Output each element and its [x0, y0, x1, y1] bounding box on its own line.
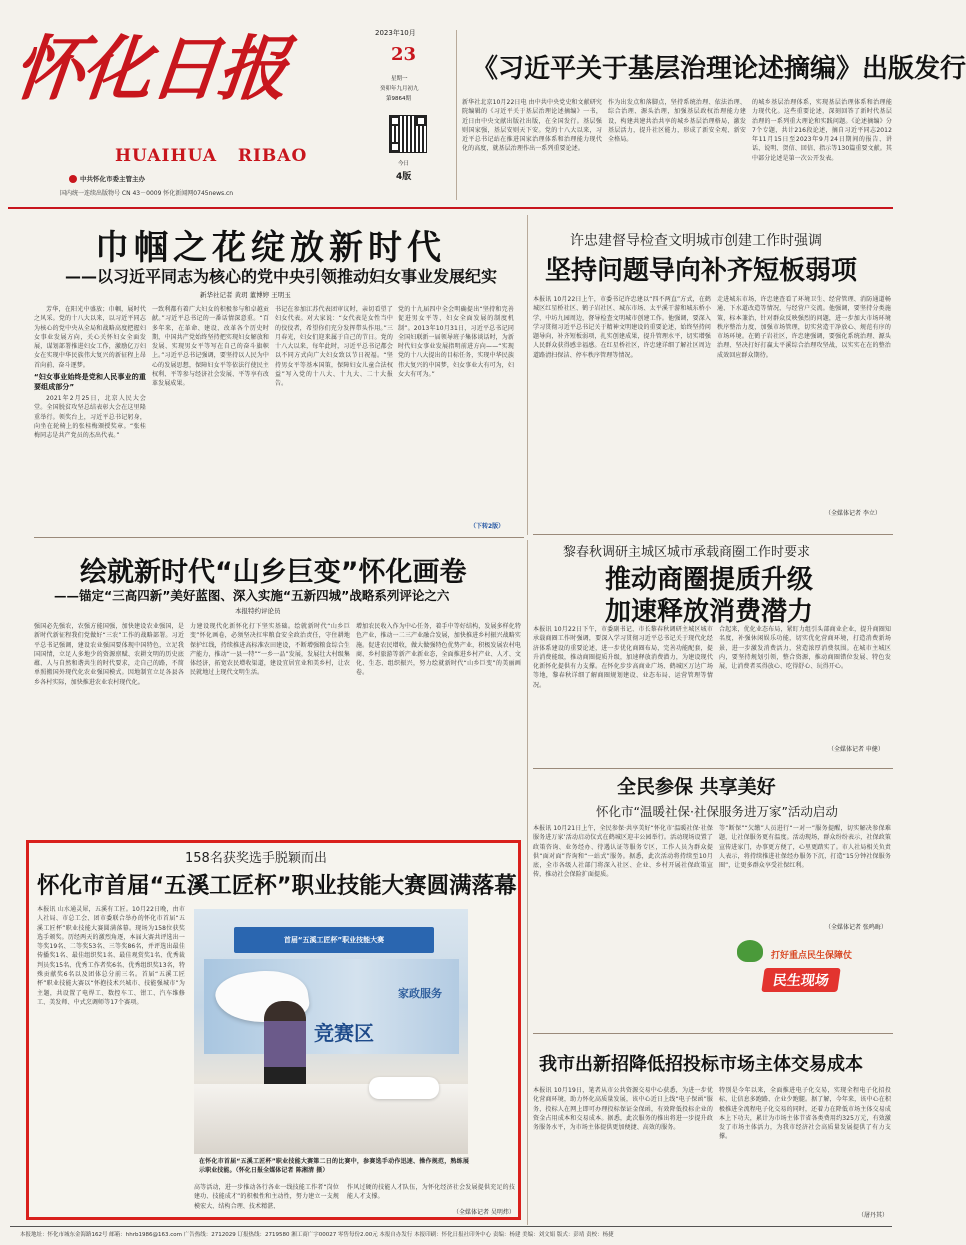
skills-kicker: 158名获奖选手脱颖而出: [185, 851, 327, 866]
top-story-col2: 作为出发点和落脚点，坚持系统治理、依法治理、综合治理、源头治理，加强基层政权治理能力建设，构建共建共治共享的城乡基层治理格局，激发基层活力，提升社区能力，形成了新安全观、新安全格局。: [608, 99, 746, 144]
shanxiang-headline[interactable]: 绘就新时代“山乡巨变”怀化画卷: [80, 557, 467, 588]
top-story-headline[interactable]: 《习近平关于基层治理论述摘编》出版发行: [472, 54, 966, 84]
shangquan-headline-2[interactable]: 加速释放消费潜力: [605, 597, 814, 627]
skills-photo[interactable]: [194, 909, 468, 1154]
qr-code[interactable]: [390, 116, 426, 152]
photo-sign-text: 竞赛区: [314, 1021, 374, 1045]
zhaobiao-story: [533, 1040, 893, 1225]
page-count: 4版: [396, 172, 412, 182]
photo-banner: [234, 927, 434, 953]
skills-contest-story: [26, 840, 521, 1220]
shebao-story: [533, 772, 893, 1032]
date-day: 23: [391, 44, 417, 65]
zhaobiao-headline[interactable]: 我市出新招降低招投标市场主体交易成本: [539, 1054, 863, 1075]
top-story-col1: 新华社北京10月22日电 由中共中央党史和文献研究院编辑的《习近平关于基层治理论述摘编》一书，近日由中央文献出版社出版，在全国发行。基层强则国家强，基层安则天下安。党的十八大以来，习近平总书记站在推进国家治理体系和治理能力现代化的高度，就基层治理作出一系列重要论述。: [462, 99, 602, 153]
women-subhead: ——以习近平同志为核心的党中央引领推动妇女事业发展纪实: [65, 267, 498, 286]
shanxiang-subhead: ——锚定“三高四新”美好蓝图、深入实施“五新四城”战略系列评论之六: [54, 588, 450, 603]
date-year-month: 2023年10月: [375, 29, 416, 37]
women-byline: 新华社记者 黄玥 董博婷 王明玉: [200, 291, 291, 299]
hand-heart-icon: [737, 940, 763, 962]
women-story: [0, 210, 525, 535]
masthead-title: 怀化日报: [9, 27, 291, 110]
photo-caption: 在怀化市首届“五溪工匠杯”职业技能大赛第二日的比赛中，参赛选手动作迅速、操作规范，熟练展示职业技能。（怀化日报全媒体记者 陈湘清 摄）: [199, 1158, 469, 1174]
xu-col2: 走进城东市场，许忠建查看了环境卫生、经营管理、消防通道畅通、下水道改造等情况，与经营户交流。他强调，要坚持分类施策，标本兼治，针对群众反映强烈的问题，进一步加大市场环境秩序整治力度，加强市场管理，切实营造干净放心、规范有序的市场环境。在鹤子岩社区，许忠建强调，要强化系统治理、源头治理、坚决打好打赢太平溪综合治理攻坚战，以实实在在的整治成效回应群众期待。: [717, 296, 891, 359]
shangquan-headline-1[interactable]: 推动商圈提质升级: [605, 565, 814, 595]
xu-kicker: 许忠建督导检查文明城市创建工作时强调: [570, 233, 822, 249]
xu-headline[interactable]: 坚持问题导向补齐短板弱项: [545, 256, 858, 286]
zhaobiao-signature: （屠丹其）: [858, 1212, 889, 1219]
date-box: [353, 24, 455, 204]
skills-headline[interactable]: 怀化市首届“五溪工匠杯”职业技能大赛圆满落幕: [37, 873, 517, 899]
skills-bottom-col1: 高等活动，进一步推动各行各业一线技能工作者“岗位建功、技能成才”的积极性和主动性，努力建立一支规模宏大、结构合理、技术精湛、: [194, 1184, 339, 1210]
badge-tagline: 打好重点民生保障仗: [771, 951, 853, 961]
photo-pillow: [369, 1077, 439, 1099]
shanxiang-story: [30, 540, 525, 840]
photo-banner-text: 首届“五溪工匠杯”职业技能大赛: [283, 936, 385, 944]
shanxiang-col3: 增加农民收入作为中心任务，着手中等好结构，发展多样化特色产业，推动一二三产业融合发展，加快推进乡村振兴战略实施。促进农民增收，做大做强特色优势产业，积极发展农村电商、乡村旅游等新产业新业态，全面推进乡村产业、人才、文化、生态、组织振兴，努力绘就新时代“山乡巨变”的美丽画卷。: [356, 623, 521, 677]
shanxiang-byline: 本报特约评论员: [235, 607, 281, 615]
shebao-signature: （全媒体记者 张鸣晦）: [825, 924, 887, 931]
top-story-col3: 的城乡基层治理体系，实现基层治理体系和治理能力现代化。这些重要论述，深刻回答了新时代基层治理的一系列重大理论和实践问题。《论述摘编》分7个专题，共计216段论述，摘自习近平同志2012年11月15日至2023年9月24日期间的报告、讲话、说明、贺信、回信、指示等130篇重要文献。其中部分论述是第一次公开发表。: [752, 99, 892, 162]
badge-title: 民生现场: [761, 968, 840, 992]
xu-col1: 本报讯 10月22日上午，市委书记许忠建以“四不两直”方式，在鹤城区红星桥社区、鹤子岩社区、城东市场、太平溪干游和城东桥小学、中坊九园周边，督导检查文明城市创建工作。他强调，要深入学习贯彻习近平总书记关于精神文明建设的重要论述，始终坚持问题导向，补齐短板弱项，扎实创建成果，提升管理水平，切实增强人民群众获得感幸福感。在红星桥社区，许忠建详细了解社区周边道路清扫保洁、停车秩序管理等情况。: [533, 296, 711, 359]
zhaobiao-col2: 特别是今年以来，全面推进电子化交易，实现全程电子化招投标，让信息多跑路、企业少跑腿。据了解，今年来，该中心在积极推进全流程电子化交易的同时，还着力在降低市场主体交易成本上下功夫，累计为市场主体节省各类费用约325万元，有效激发了市场主体活力，为我市经济社会高质量发展提供了有力支撑。: [719, 1087, 891, 1141]
minsheng-badge[interactable]: [733, 938, 891, 1010]
shebao-col1: 本报讯 10月21日上午，全民参保·共享美好“怀化市‘温暖社保·社保服务进万家’活动启动仪式在鹤城区迎丰公园举行。活动现场设置了政策咨询、业务经办、待遇认证等服务专区，工作人员为群众提供“面对面”咨询和“一站式”服务。据悉，此次活动将持续至10月底，全市各级人社部门将深入社区、企业、乡村开展社保政策宣传，推动社会保险扩面提质。: [533, 825, 713, 879]
women-headline[interactable]: 巾帼之花绽放新时代: [95, 228, 446, 268]
shebao-col2: 等“断保”“欠缴”人员进行“一对一”服务提醒，切实解决参保难题，让社保服务更有温度。活动现场，群众纷纷表示，社保政策宣传进家门，办事更方便了，心里更踏实了。市人社局相关负责人表示，将持续推进社保经办服务下沉，打造“15分钟社保服务圈”，让更多群众享受社保红利。: [719, 825, 891, 870]
date-lunar: 癸卯年九月初九: [380, 86, 419, 92]
shanxiang-col1: 强国必先强农，农强方能国强，加快建设农业强国，是新时代新征程我们党做好“三农”工作的战略部署。习近平总书记强调，建设农业强国要体现中国特色，立足我国国情，立足人多地少的资源禀赋、农耕文明的历史底蕴、人与自然和谐共生的时代要求，走自己的路，不简单照搬国外现代化农业强国模式。因地制宜立足各县各乡各村实际，加快推进农业农村现代化。: [34, 623, 184, 686]
women-col1-text-b: 2021年2月25日，北京人民大会堂。全国脱贫攻坚总结表彰大会在这里隆重举行。领奖台上，习近平总书记躬身，向坐在轮椅上的张桂梅颁授奖章。“张桂梅同志是共产党员的杰出代表。”: [34, 395, 146, 440]
xu-story: [533, 210, 893, 532]
skills-bottom-col2: 作风过硬的技能人才队伍，为怀化经济社会发展提供充足的技能人才支撑。: [347, 1184, 515, 1201]
women-jump-link[interactable]: （下转2版）: [470, 523, 505, 530]
women-col1-sub: “妇女事业始终是党和人民事业的重要组成部分”: [34, 373, 146, 392]
masthead-cn: 国内统一连续出版物号 CN 43－0009 怀化新闻网0745news.cn: [60, 190, 234, 197]
masthead-pinyin: HUAIHUA RIBAO: [115, 146, 308, 166]
shangquan-col2: 合起来，优化业态布局，紧盯力组引头部商业企业，提升商圈知名度，补强休闲娱乐功能，切实优化营商环境，打造消费新场景，进一步激发消费活力，营造浓厚消费氛围。在城市主城区内，要坚持规划引领，整合资源，推动商圈错位发展、特色发展，让消费者买得放心、吃得舒心、玩得开心。: [719, 626, 891, 671]
footer: 本报地址：怀化市城东金海路162号 邮箱：hhrb1986@163.com 广告热线：2712029 订报热线：2719580 湘工商广字00027 零售每份2.00元 本报自办发行 本报印刷：怀化日报社印务中心 责编：杨建 美编：刘文娟 版式：彭靖 责校：杨捷: [20, 1232, 614, 1238]
shangquan-kicker: 黎春秋调研主城区城市承载商圈工作时要求: [563, 545, 811, 560]
xu-signature: （全媒体记者 李立）: [825, 510, 881, 517]
women-col4: 党的十九届四中全会明确提出“坚持和完善促进男女平等、妇女全面发展的制度机制”。2013年10月31日，习近平总书记同全国妇联新一届领导班子集体谈话时，为新时代妇女事业发展指明前进方向——“实现党的十八大提出的目标任务，实现中华民族伟大复兴的中国梦，妇女事业大有可为，妇女大有可为。”: [398, 306, 514, 379]
shangquan-signature: （全媒体记者 申健）: [828, 746, 884, 753]
date-weekday: 星期一: [391, 76, 408, 82]
shebao-headline[interactable]: 全民参保 共享美好: [617, 776, 776, 798]
zhaobiao-col1: 本报讯 10月19日，笔者从市公共资源交易中心获悉，为进一步优化营商环境，助力怀化高质量发展，该中心近日上线“电子保函”服务，投标人在网上即可办理投标保证金保函，有效降低投标企业的资金占用成本和交易成本。据悉，此次服务的推出将进一步提升政务服务水平，为市场主体提供更加便捷、高效的服务。: [533, 1087, 713, 1132]
party-logo-icon: [69, 175, 77, 183]
shangquan-story: [533, 537, 893, 767]
shangquan-col1: 本报讯 10月22日下午，市委副书记、市长黎春秋调研主城区城市承载商圈工作时强调，要深入学习贯彻习近平总书记关于现代化经济体系建设的重要论述，进一步优化商圈布局，完善功能配套，提升消费能级，推动商圈提质升级，加速释放消费潜力，为建设现代化新怀化提供有力支撑。在怀化步步高商业广场、鹤城区万达广场等地，黎春秋详细了解商圈规划建设、业态布局、运营管理等情况。: [533, 626, 713, 689]
women-col3: 书记在参加江苏代表团审议时，亲切看望了妇女代表。对大家说：“女代表是女性当中的佼佼者，希望你们充分发挥带头作用。”三月春光，妇女们迎来属于自己的节日。党的十八大以来，每年此时，习近平总书记都会以不同方式向广大妇女致以节日祝福。“坚持男女平等基本国策，保障妇女儿童合法权益”写入党的十八大、十九大、二十大报告。: [275, 306, 393, 388]
shebao-kicker: 怀化市“温暖社保·社保服务进万家”活动启动: [596, 804, 838, 819]
today-label: 今日: [398, 161, 410, 167]
skills-left-text: 本报讯 山水通灵犀，五溪有工匠。10月22日晚，由市人社局、市总工会、团市委联合举办的怀化市首届“五溪工匠杯”职业技能大赛圆满落幕。现场为158位获奖选手颁奖。历经两天的激烈角逐，本届大赛共评选出一等奖19名、二等奖53名、三等奖86名，并评选出最佳传播奖1名、最佳组织奖1名、最佳观赏奖1名、优秀裁判员奖15名、优秀工作者奖6名、优秀组织奖13名，特殊贡献奖6名以及团体总分前三名。首届“五溪工匠杯”职业技能大赛以“怀抱技术兴城市、技能强城市”为主题，共设置了电焊工、数控车工、钳工、汽车维修工、美发师、中式烹调师等17个赛项。: [37, 906, 185, 1006]
women-col2: 一致利都有着广大妇女的积极参与和卓越贡献。”习近平总书记的一番话情深意重。“百多年来，在革命、建设、改革各个历史时期，中国共产党始终坚持把实现妇女解放和发展、实现男女平等写在自己的奋斗旗帜上。”习近平总书记强调，要坚持以人民为中心的发展思想，保障妇女平等依法行使民主权利、平等参与经济社会发展、平等享有改革发展成果。: [152, 306, 269, 388]
top-story: [462, 40, 966, 205]
skills-signature: （全媒体记者 吴明炜）: [453, 1209, 515, 1216]
women-col1: [34, 305, 146, 530]
photo-side-sign: 家政服务: [398, 987, 442, 1000]
women-col1-text: 芳华，在阳光中盛放；巾帼，展时代之风采。党的十八大以来，以习近平同志为核心的党中央从全局和战略高度把握妇女事业发展方向，关心关怀妇女全面发展，谋划部署推进妇女工作，激励亿万妇女在实现中华民族伟大复兴的新征程上昂首向前、奋斗逐梦。: [34, 306, 146, 369]
date-issue: 第9864期: [386, 96, 411, 102]
shanxiang-col2: 力建设现代化新怀化打下坚实基础。绘就新时代“山乡巨变”怀化画卷，必须坚决扛牢粮食安全政治责任，守住耕地保护红线，持续推进高标准农田建设，不断增强粮食综合生产能力，推动“一县一特”“一乡一品”发展，发展壮大村级集体经济，拓宽农民增收渠道，建设宜居宜业和美乡村，让农民就地过上现代文明生活。: [190, 623, 350, 677]
masthead-party: 中共怀化市委主管主办: [80, 175, 145, 183]
